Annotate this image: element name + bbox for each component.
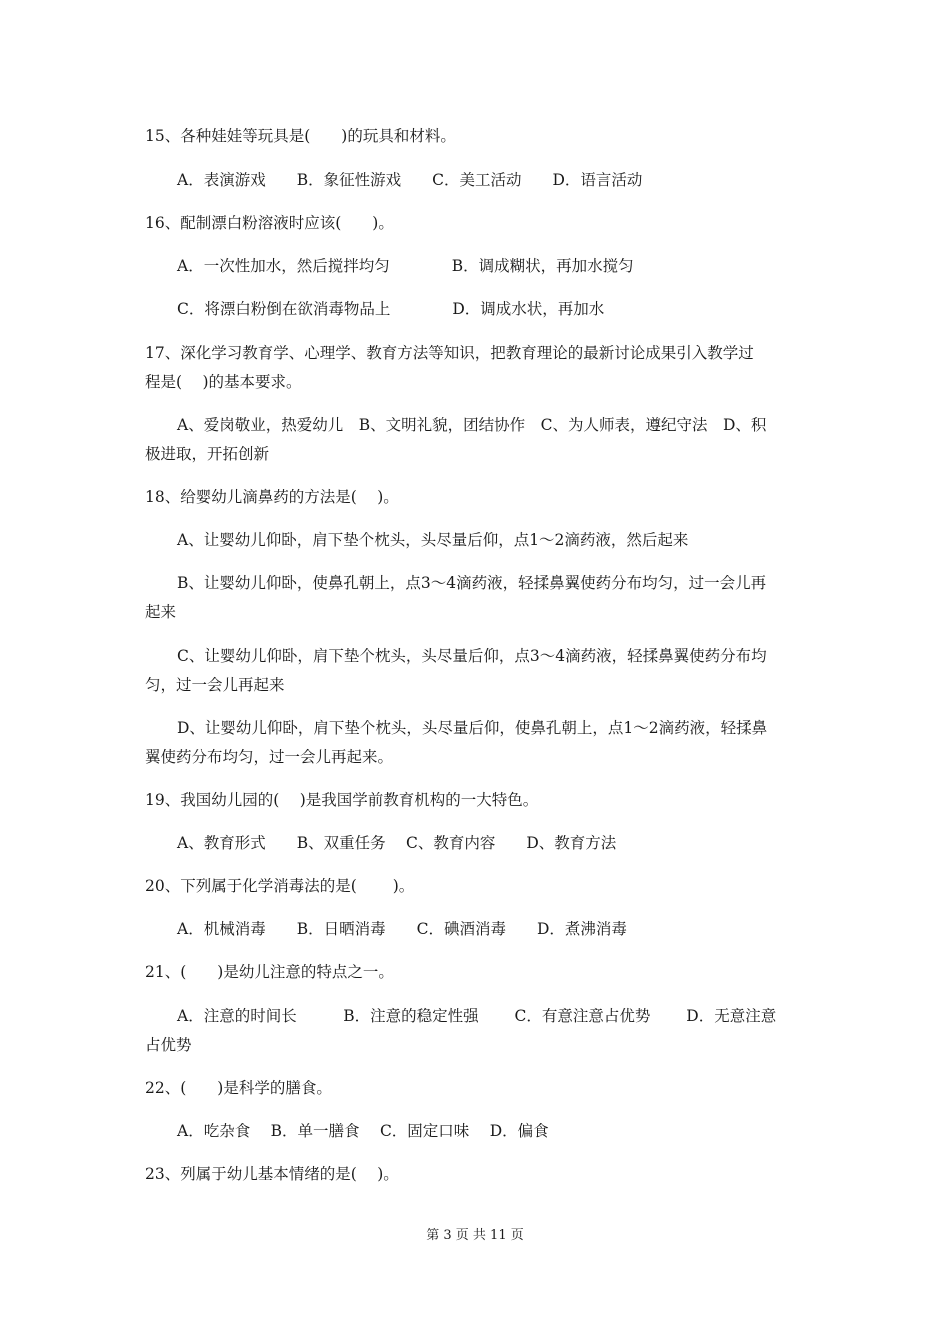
question-21-options-line1: A．注意的时间长 B．注意的稳定性强 C．有意注意占优势 D．无意注意 <box>177 1007 777 1025</box>
question-18-option-d-line1: D、让婴幼儿仰卧，肩下垫个枕头，头尽量后仰，使鼻孔朝上，点1～2滴药液，轻揉鼻 <box>177 719 768 737</box>
question-17-options-line2: 极进取，开拓创新 <box>145 445 270 463</box>
question-22-stem: 22、( )是科学的膳食。 <box>145 1079 332 1097</box>
question-18-stem: 18、给婴幼儿滴鼻药的方法是( )。 <box>145 488 399 506</box>
question-18-option-c-line2: 匀，过一会儿再起来 <box>145 676 285 694</box>
question-17-stem-line2: 程是( )的基本要求。 <box>145 373 302 391</box>
question-18-option-a: A、让婴幼儿仰卧，肩下垫个枕头，头尽量后仰，点1～2滴药液，然后起来 <box>177 531 689 549</box>
question-21-options-line2: 占优势 <box>145 1036 192 1054</box>
question-18-option-b-line2: 起来 <box>145 603 177 621</box>
question-16-options-row2: C．将漂白粉倒在欲消毒物品上 D．调成水状，再加水 <box>177 300 605 318</box>
question-22-options: A．吃杂食 B．单一膳食 C．固定口味 D．偏食 <box>177 1122 549 1140</box>
question-19-options: A、教育形式 B、双重任务 C、教育内容 D、教育方法 <box>177 834 617 852</box>
question-17-options-line1: A、爱岗敬业，热爱幼儿 B、文明礼貌，团结协作 C、为人师表，遵纪守法 D、积 <box>177 416 767 434</box>
question-16-options-row1: A．一次性加水，然后搅拌均匀 B．调成糊状，再加水搅匀 <box>177 257 634 275</box>
question-19-stem: 19、我国幼儿园的( )是我国学前教育机构的一大特色。 <box>145 791 539 809</box>
question-18-option-b-line1: B、让婴幼儿仰卧，使鼻孔朝上，点3～4滴药液，轻揉鼻翼使药分布均匀，过一会儿再 <box>177 574 767 592</box>
question-18-option-c-line1: C、让婴幼儿仰卧，肩下垫个枕头，头尽量后仰，点3～4滴药液，轻揉鼻翼使药分布均 <box>177 647 767 665</box>
question-15-stem: 15、各种娃娃等玩具是( )的玩具和材料。 <box>145 127 456 145</box>
question-23-stem: 23、列属于幼儿基本情绪的是( )。 <box>145 1165 399 1183</box>
question-15-options: A．表演游戏 B．象征性游戏 C．美工活动 D．语言活动 <box>177 171 643 189</box>
question-20-stem: 20、下列属于化学消毒法的是( )。 <box>145 877 415 895</box>
question-20-options: A．机械消毒 B．日晒消毒 C．碘酒消毒 D．煮沸消毒 <box>177 920 627 938</box>
question-18-option-d-line2: 翼使药分布均匀，过一会儿再起来。 <box>145 748 394 766</box>
question-17-stem-line1: 17、深化学习教育学、心理学、教育方法等知识，把教育理论的最新讨论成果引入教学过 <box>145 344 754 362</box>
question-16-stem: 16、配制漂白粉溶液时应该( )。 <box>145 214 394 232</box>
question-21-stem: 21、( )是幼儿注意的特点之一。 <box>145 963 394 981</box>
page-footer: 第 3 页 共 11 页 <box>426 1228 524 1243</box>
